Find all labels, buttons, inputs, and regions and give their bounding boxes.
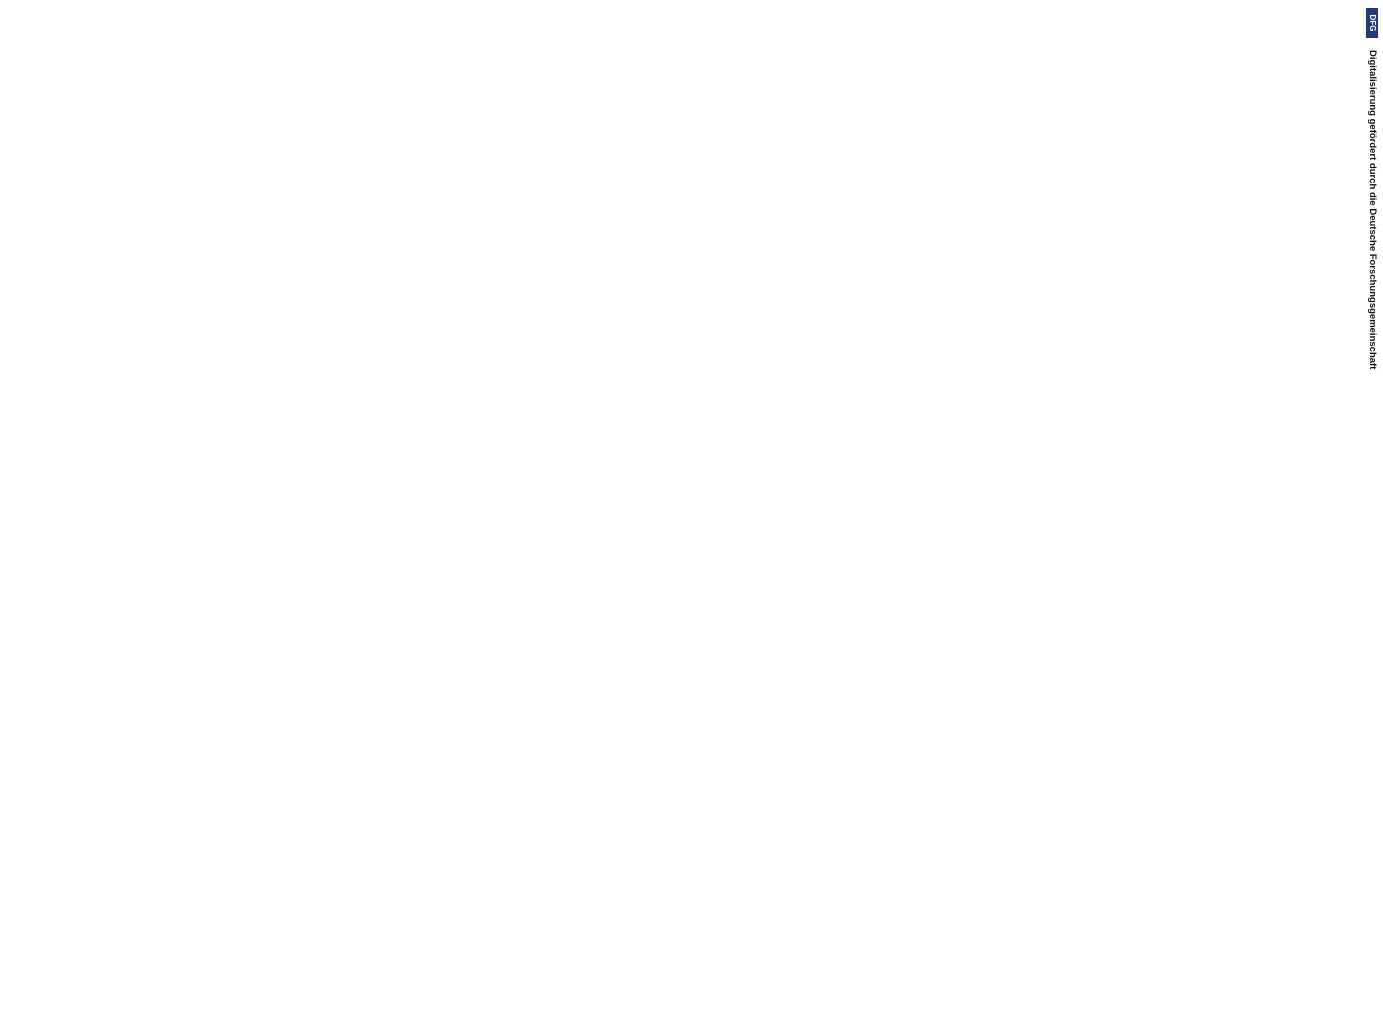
credit-text: Digitalisierung gefördert durch die Deutsche Forschungsgemeinschaft	[1367, 50, 1378, 370]
dfg-logo	[1366, 8, 1378, 38]
dfg-logo-text: DFG	[1368, 14, 1377, 32]
digitization-credit	[1362, 10, 1378, 990]
